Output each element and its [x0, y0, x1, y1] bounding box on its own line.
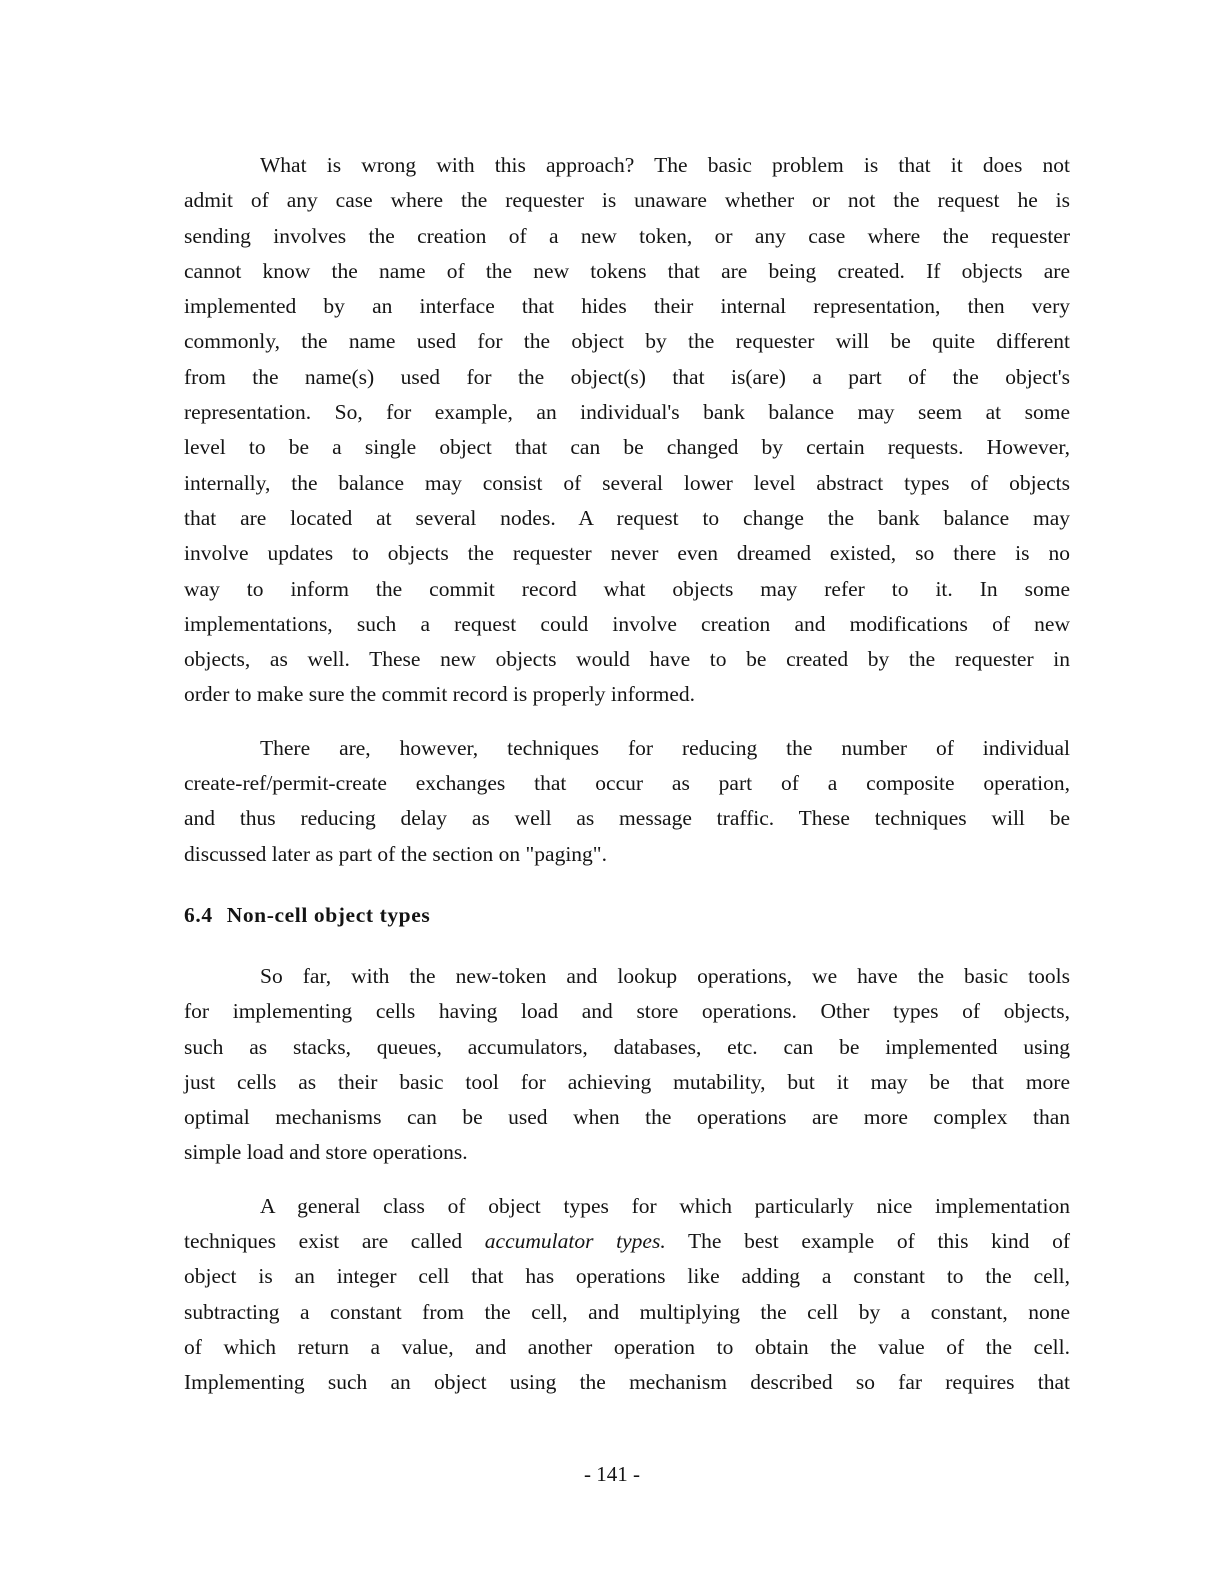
text-line: A general class of object types for which particularly nice implementation — [260, 1193, 1070, 1218]
text-line: representation. So, for example, an individual's bank balance may seem at some — [184, 400, 1070, 425]
text-line: from the name(s) used for the object(s) that is(are) a part of the object's — [184, 364, 1070, 389]
text-line: There are, however, techniques for reducing the number of individual — [260, 735, 1070, 760]
text-line: sending involves the creation of a new token, or any case where the requester — [184, 223, 1070, 248]
text-line: object is an integer cell that has operations like adding a constant to the cell, — [184, 1264, 1070, 1289]
text-line: implemented by an interface that hides their internal representation, then very — [184, 294, 1070, 319]
text-line: objects, as well. These new objects would have to be created by the requester in — [184, 647, 1070, 672]
paragraph-commit-record-problem — [184, 148, 1070, 713]
text-line: for implementing cells having load and store operations. Other types of objects, — [184, 999, 1070, 1024]
text-line: that are located at several nodes. A request to change the bank balance may — [184, 505, 1070, 530]
text-line: So far, with the new-token and lookup operations, we have the basic tools — [260, 963, 1070, 988]
term-accumulator-types: accumulator types. — [484, 1229, 666, 1254]
text-line: subtracting a constant from the cell, and multiplying the cell by a constant, none — [184, 1299, 1070, 1324]
text-line: involve updates to objects the requester never even dreamed existed, so there is no — [184, 541, 1070, 566]
text-line: Implementing such an object using the mechanism described so far requires that — [184, 1370, 1070, 1395]
text-line: of which return a value, and another operation to obtain the value of the cell. — [184, 1334, 1070, 1359]
text-line: techniques exist are called accumulator types. The best example of this kind of — [184, 1229, 1070, 1254]
paragraph-reducing-exchanges — [184, 731, 1070, 872]
text-line: simple load and store operations. — [184, 1140, 468, 1165]
document-page — [184, 148, 1070, 1401]
text-line: implementations, such a request could involve creation and modifications of new — [184, 611, 1070, 636]
text-line: order to make sure the commit record is properly informed. — [184, 682, 696, 707]
text-line: optimal mechanisms can be used when the operations are more complex than — [184, 1105, 1070, 1130]
text-line: What is wrong with this approach? The basic problem is that it does not — [260, 153, 1070, 177]
text-line: way to inform the commit record what objects may refer to it. In some — [184, 576, 1070, 601]
text-line: admit of any case where the requester is unaware whether or not the request he is — [184, 188, 1070, 213]
text-line: internally, the balance may consist of several lower level abstract types of objects — [184, 470, 1070, 495]
text-line: cannot know the name of the new tokens that are being created. If objects are — [184, 258, 1070, 283]
text-line: commonly, the name used for the object by the requester will be quite different — [184, 329, 1070, 354]
text-line: discussed later as part of the section on "paging". — [184, 841, 607, 866]
text-line: level to be a single object that can be changed by certain requests. However, — [184, 435, 1070, 460]
section-heading — [184, 903, 1070, 928]
text-line: just cells as their basic tool for achieving mutability, but it may be that more — [184, 1069, 1070, 1094]
paragraph-accumulator-types — [184, 1189, 1070, 1401]
text-line: and thus reducing delay as well as message traffic. These techniques will be — [184, 806, 1070, 831]
section-title: Non-cell object types — [226, 902, 431, 927]
text-line: create-ref/permit-create exchanges that occur as part of a composite operation, — [184, 771, 1070, 796]
page-number: - 141 - — [584, 1462, 640, 1486]
text-line: such as stacks, queues, accumulators, databases, etc. can be implemented using — [184, 1034, 1070, 1059]
section-number: 6.4 — [184, 902, 213, 927]
paragraph-non-cell-objects — [184, 959, 1070, 1171]
